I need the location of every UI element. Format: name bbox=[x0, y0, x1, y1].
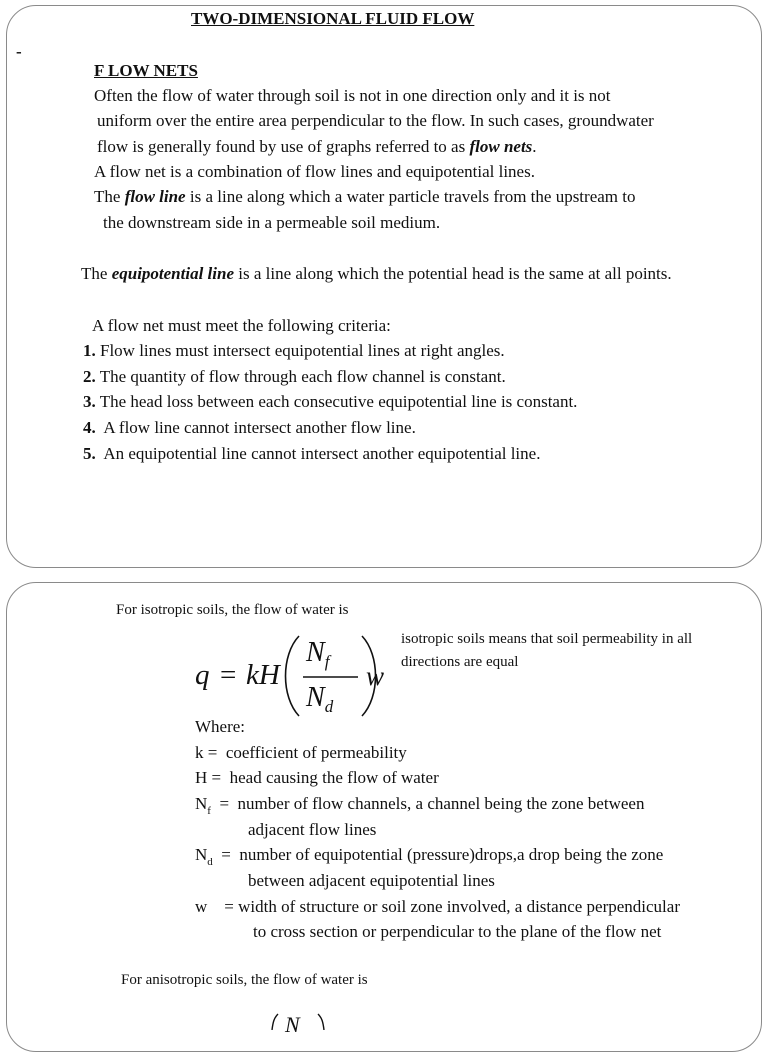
formula-kh: kH bbox=[246, 659, 280, 691]
criteria-text: The quantity of flow through each flow channel is constant. bbox=[99, 367, 506, 386]
flow-line-cont: the downstream side in a permeable soil medium. bbox=[103, 213, 441, 232]
where-label: Where: bbox=[195, 717, 246, 736]
flow-line-term: flow line bbox=[124, 187, 186, 206]
formula2-n: N bbox=[285, 1012, 300, 1037]
formula-equals: = bbox=[220, 659, 237, 691]
criteria-num: 2. bbox=[83, 367, 96, 386]
criteria-item bbox=[83, 444, 540, 464]
left-paren bbox=[286, 636, 300, 716]
criteria-num: 3. bbox=[83, 392, 96, 411]
intro-line-3-text: flow is generally found by use of graphs referred to as bbox=[97, 137, 470, 156]
section-heading: F LOW NETS bbox=[94, 61, 198, 80]
def-nf: $N_f$ = number of flow channels, a channel being the zone between bbox=[195, 794, 645, 817]
criteria-intro: A flow net must meet the following criteria: bbox=[92, 316, 391, 335]
formula-q: q bbox=[195, 659, 210, 691]
isotropic-note-2: directions are equal bbox=[401, 654, 519, 670]
criteria-text: The head loss between each consecutive equipotential line is constant. bbox=[99, 392, 578, 411]
criteria-num: 5. bbox=[83, 444, 96, 463]
def-k: k = coefficient of permeability bbox=[195, 743, 407, 762]
equip-term: equipotential line bbox=[111, 264, 234, 283]
bullet-dash: - bbox=[16, 42, 22, 61]
def-nf-cont: adjacent flow lines bbox=[248, 820, 377, 839]
criteria-item bbox=[83, 367, 506, 387]
intro-line-3 bbox=[97, 137, 537, 157]
def-nd-cont: between adjacent equipotential lines bbox=[248, 871, 495, 890]
criteria-text: Flow lines must intersect equipotential lines at right angles. bbox=[100, 341, 505, 360]
criteria-item bbox=[83, 418, 416, 438]
intro-line-2: uniform over the entire area perpendicular to the flow. In such cases, groundwater bbox=[97, 111, 654, 130]
criteria-text: An equipotential line cannot intersect another equipotential line. bbox=[103, 444, 541, 463]
def-w-cont: to cross section or perpendicular to the plane of the flow net bbox=[253, 922, 662, 941]
equip-pre: The bbox=[81, 264, 112, 283]
equipotential-line-def bbox=[81, 264, 672, 284]
flow-line-def bbox=[94, 187, 635, 207]
page-title: TWO-DIMENSIONAL FLUID FLOW bbox=[191, 9, 475, 28]
equip-post: is a line along which the potential head is the same at all points. bbox=[234, 264, 672, 283]
flow-line-pre: The bbox=[94, 187, 125, 206]
formula-nf: $N_f$ bbox=[306, 637, 330, 671]
flow-nets-term: flow nets bbox=[469, 137, 533, 156]
formula-nd: $N_d$ bbox=[306, 682, 334, 716]
intro-line-1: Often the flow of water through soil is not in one direction only and it is not bbox=[94, 86, 611, 105]
criteria-num: 1. bbox=[83, 341, 96, 360]
intro-line-3-end: . bbox=[532, 137, 537, 156]
def-nd: $N_d$ = number of equipotential (pressure)drops,a drop being the zone bbox=[195, 845, 664, 868]
anisotropic-intro: For anisotropic soils, the flow of water is bbox=[121, 972, 368, 988]
flow-line-post: is a line along which a water particle travels from the upstream to bbox=[185, 187, 636, 206]
def-w: w = width of structure or soil zone involved, a distance perpendicular bbox=[195, 897, 680, 916]
criteria-num: 4. bbox=[83, 418, 96, 437]
isotropic-note-1: isotropic soils means that soil permeability in all bbox=[401, 631, 693, 647]
criteria-item bbox=[83, 392, 577, 412]
isotropic-intro: For isotropic soils, the flow of water is bbox=[116, 602, 349, 618]
formula-w: w bbox=[366, 661, 385, 691]
criteria-item bbox=[83, 341, 505, 361]
criteria-text: A flow line cannot intersect another flow line. bbox=[103, 418, 416, 437]
def-h: H = head causing the flow of water bbox=[195, 768, 439, 787]
combination-line: A flow net is a combination of flow lines and equipotential lines. bbox=[94, 162, 535, 181]
